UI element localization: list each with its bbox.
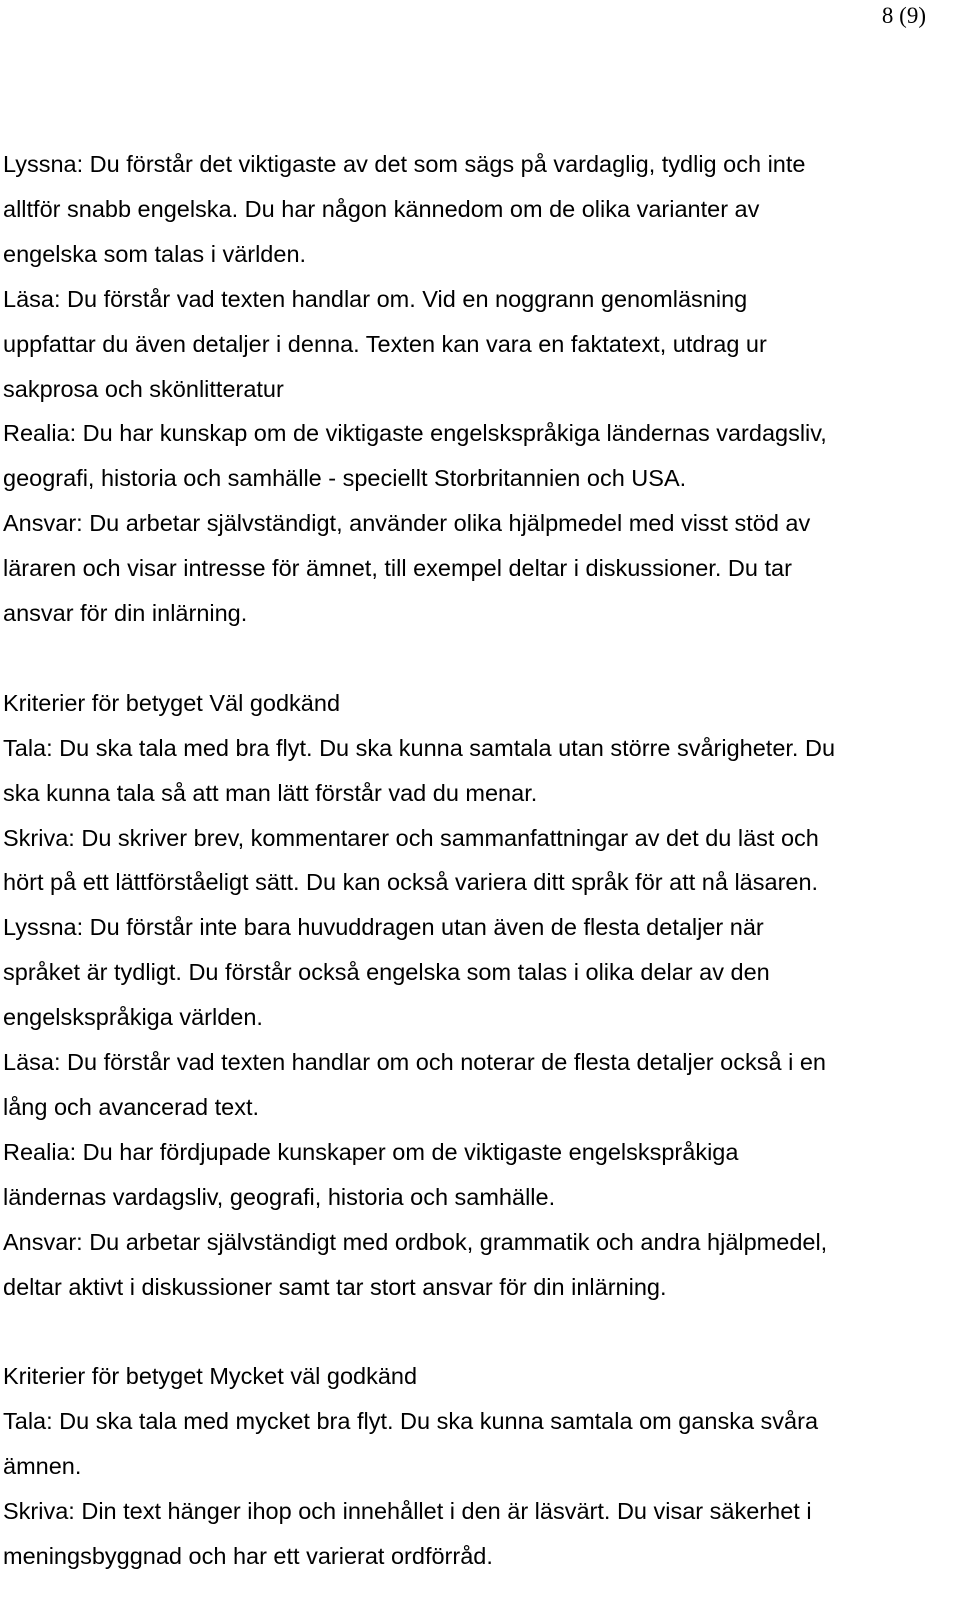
section-val-godkand xyxy=(3,681,953,1310)
section-heading: Kriterier för betyget Väl godkänd xyxy=(3,689,341,716)
text-line: sakprosa och skönlitteratur xyxy=(3,375,284,402)
text-line: Läsa: Du förstår vad texten handlar om och noterar de flesta detaljer också i en xyxy=(3,1049,826,1076)
text-line: Tala: Du ska tala med bra flyt. Du ska kunna samtala utan större svårigheter. Du xyxy=(3,734,836,761)
text-line: Realia: Du har kunskap om de viktigaste engelskspråkiga ländernas vardagsliv, xyxy=(3,420,827,447)
text-line: Skriva: Du skriver brev, kommentarer och sammanfattningar av det du läst och xyxy=(3,824,819,851)
text-line: ansvar för din inlärning. xyxy=(3,600,248,627)
section-godkand-criteria xyxy=(3,142,953,636)
text-line: deltar aktivt i diskussioner samt tar stort ansvar för din inlärning. xyxy=(3,1273,667,1300)
text-line: Lyssna: Du förstår inte bara huvuddragen utan även de flesta detaljer när xyxy=(3,914,764,941)
text-line: Ansvar: Du arbetar självständigt med ordbok, grammatik och andra hjälpmedel, xyxy=(3,1228,828,1255)
text-line: ämnen. xyxy=(3,1453,82,1480)
text-line: språket är tydligt. Du förstår också engelska som talas i olika delar av den xyxy=(3,959,770,986)
text-line: hört på ett lättförståeligt sätt. Du kan också variera ditt språk för att nå läsaren. xyxy=(3,869,819,896)
page-number: 8 (9) xyxy=(881,3,926,28)
text-line: Läsa: Du förstår vad texten handlar om. Vid en noggrann genomläsning xyxy=(3,285,748,312)
section-heading: Kriterier för betyget Mycket väl godkänd xyxy=(3,1363,418,1390)
text-line: ländernas vardagsliv, geografi, historia och samhälle. xyxy=(3,1183,556,1210)
text-line: geografi, historia och samhälle - speciellt Storbritannien och USA. xyxy=(3,465,687,492)
paragraph-gap xyxy=(3,636,953,681)
text-line: engelska som talas i världen. xyxy=(3,240,307,267)
text-line: alltför snabb engelska. Du har någon kännedom om de olika varianter av xyxy=(3,195,760,222)
text-line: meningsbyggnad och har ett varierat ordförråd. xyxy=(3,1543,493,1570)
text-line: läraren och visar intresse för ämnet, till exempel deltar i diskussioner. Du tar xyxy=(3,555,792,582)
text-line: Realia: Du har fördjupade kunskaper om de viktigaste engelskspråkiga xyxy=(3,1138,739,1165)
text-line: Ansvar: Du arbetar självständigt, använder olika hjälpmedel med visst stöd av xyxy=(3,510,811,537)
paragraph-gap xyxy=(3,1310,953,1355)
document-body xyxy=(3,142,953,1579)
section-mycket-val-godkand xyxy=(3,1354,953,1579)
text-line: ska kunna tala så att man lätt förstår vad du menar. xyxy=(3,779,538,806)
text-line: Tala: Du ska tala med mycket bra flyt. Du ska kunna samtala om ganska svåra xyxy=(3,1408,819,1435)
text-line: Skriva: Din text hänger ihop och innehållet i den är läsvärt. Du visar säkerhet i xyxy=(3,1498,812,1525)
text-line: lång och avancerad text. xyxy=(3,1094,260,1121)
text-line: Lyssna: Du förstår det viktigaste av det som sägs på vardaglig, tydlig och inte xyxy=(3,151,806,177)
text-line: engelskspråkiga världen. xyxy=(3,1004,263,1031)
text-line: uppfattar du även detaljer i denna. Texten kan vara en faktatext, utdrag ur xyxy=(3,330,767,357)
